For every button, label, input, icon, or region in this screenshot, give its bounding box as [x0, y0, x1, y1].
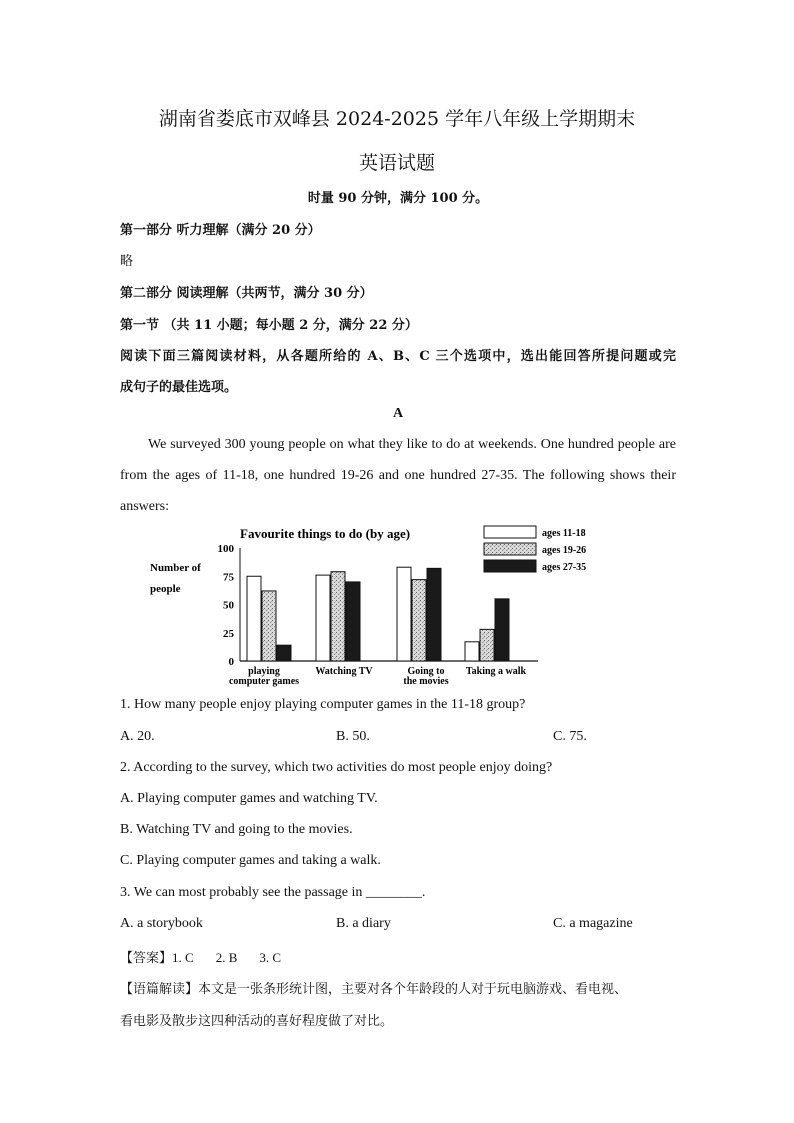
part1-note: 略 — [120, 254, 134, 269]
y-tick-label: 0 — [228, 656, 234, 668]
bar-2-1 — [262, 591, 276, 661]
y-axis-label-line2: people — [150, 583, 181, 595]
bar-2-2 — [331, 572, 345, 661]
question-2-option-a: A. Playing computer games and watching TV. — [120, 791, 378, 806]
bar-3-3 — [427, 568, 441, 661]
instruction-line1: 阅读下面三篇阅读材料，从各题所给的 A、B、C 三个选项中，选出能回答所提问题或完 — [120, 349, 676, 364]
bar-chart — [140, 520, 610, 690]
interpretation-label: 【语篇解读】 — [120, 982, 199, 997]
legend-swatch — [484, 543, 536, 555]
interpretation-line2: 看电影及散步这四种活动的喜好程度做了对比。 — [120, 1014, 394, 1029]
bar-3-2 — [346, 582, 360, 661]
section1-heading: 第一节 （共 11 小题；每小题 2 分，满分 22 分） — [120, 318, 418, 333]
bar-3-1 — [277, 645, 291, 661]
answer-2: 2. B — [215, 950, 238, 965]
y-tick-label: 25 — [223, 627, 234, 640]
chart-title: Favourite things to do (by age) — [240, 526, 411, 541]
question-3-option-c: C. a magazine — [553, 916, 633, 931]
question-3-stem: 3. We can most probably see the passage in ________. — [120, 885, 426, 900]
bar-1-4 — [465, 642, 479, 661]
question-3-option-a: A. a storybook — [120, 916, 203, 931]
bar-1-2 — [316, 575, 330, 661]
x-tick-label: Watching TV — [315, 666, 373, 677]
answer-3: 3. C — [259, 950, 282, 965]
y-tick-label: 100 — [217, 543, 234, 555]
x-tick-label: Taking a walk — [465, 666, 527, 677]
time-info: 时量 90 分钟，满分 100 分。 — [307, 191, 489, 206]
answer-label: 【答案】 — [120, 951, 173, 966]
passage-label: A — [392, 406, 404, 421]
y-tick-label: 75 — [223, 571, 234, 584]
question-3-option-b: B. a diary — [336, 916, 391, 931]
y-axis-label-line1: Number of — [150, 562, 201, 574]
question-1-stem: 1. How many people enjoy playing computer games in the 11-18 group? — [120, 697, 526, 712]
interpretation-text-1: 本文是一张条形统计图，主要对各个年龄段的人对于玩电脑游戏、看电视、 — [198, 982, 628, 997]
chart-x-labels — [229, 666, 527, 687]
x-tick-label-line2: computer games — [228, 676, 300, 687]
instruction-line2: 成句子的最佳选项。 — [120, 380, 238, 395]
exam-title-line2: 英语试题 — [358, 152, 435, 174]
chart-legend — [484, 526, 586, 573]
bar-2-3 — [412, 580, 426, 661]
passage-line3: answers: — [120, 499, 169, 514]
y-tick-label: 50 — [223, 599, 234, 612]
interpretation-line1 — [120, 978, 676, 997]
exam-title-line1: 湖南省娄底市双峰县 2024-2025 学年八年级上学期期末 — [158, 108, 636, 130]
question-2-stem: 2. According to the survey, which two activities do most people enjoy doing? — [120, 760, 553, 775]
passage-line2: from the ages of 11-18, one hundred 19-26 and one hundred 27-35. The following shows their — [120, 468, 676, 483]
x-tick-label: playing — [248, 666, 280, 677]
bar-3-4 — [495, 599, 509, 661]
question-2-option-b: B. Watching TV and going to the movies. — [120, 822, 353, 837]
question-1-option-c: C. 75. — [553, 729, 587, 744]
x-tick-label-line2: the movies — [403, 676, 449, 687]
bar-1-1 — [247, 576, 261, 661]
part2-heading: 第二部分 阅读理解（共两节，满分 30 分） — [120, 286, 373, 301]
bar-2-4 — [480, 629, 494, 661]
chart-bars — [247, 567, 509, 661]
answer-1: 1. C — [172, 950, 194, 965]
legend-swatch — [484, 560, 536, 572]
x-tick-label: Going to — [407, 666, 445, 677]
question-1-option-b: B. 50. — [336, 729, 370, 744]
legend-label: ages 19-26 — [542, 545, 587, 556]
legend-swatch — [484, 526, 536, 538]
legend-label: ages 11-18 — [542, 528, 586, 539]
question-1-option-a: A. 20. — [120, 729, 155, 744]
question-2-option-c: C. Playing computer games and taking a walk. — [120, 853, 381, 868]
part1-heading: 第一部分 听力理解（满分 20 分） — [120, 223, 321, 238]
bar-1-3 — [397, 567, 411, 661]
passage-line1: We surveyed 300 young people on what they like to do at weekends. One hundred people are — [148, 437, 676, 452]
legend-label: ages 27-35 — [542, 562, 587, 573]
answer-line — [120, 947, 676, 966]
